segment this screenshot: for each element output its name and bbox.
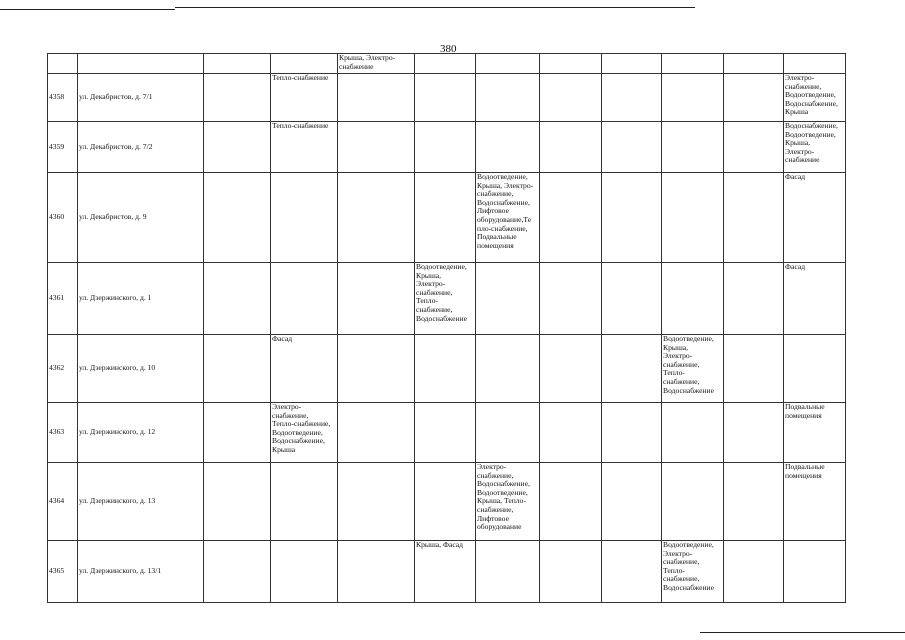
row-number: 4363	[48, 403, 78, 463]
table-cell	[724, 403, 784, 463]
row-address: ул. Декабристов, д. 7/2	[78, 122, 204, 173]
table-cell	[540, 173, 602, 263]
table-cell	[271, 541, 338, 603]
table-cell	[602, 335, 662, 403]
table-cell: Тепло-снабжение	[271, 74, 338, 122]
table-cell	[476, 74, 540, 122]
table-cell: Водоотведение, Электро- снабжение, Тепло- снабжение, Водоснабжение	[662, 541, 724, 603]
table-cell	[204, 463, 271, 541]
table-cell	[784, 335, 846, 403]
table-cell	[662, 173, 724, 263]
table-cell	[602, 173, 662, 263]
register-table	[47, 53, 846, 603]
table-row	[48, 122, 846, 173]
row-address: ул. Дзержинского, д. 13	[78, 463, 204, 541]
table-cell	[476, 403, 540, 463]
table-cell: Электро- снабжение, Тепло-снабжение, Водоотведение, Водоснабжение, Крыша	[271, 403, 338, 463]
table-cell	[662, 463, 724, 541]
table-cell	[724, 122, 784, 173]
table-cell	[724, 173, 784, 263]
table-cell	[540, 403, 602, 463]
table-cell	[415, 173, 476, 263]
row-number: 4358	[48, 74, 78, 122]
bottom-scan-line	[700, 632, 905, 633]
table-row	[48, 403, 846, 463]
table-cell	[476, 335, 540, 403]
table-row	[48, 463, 846, 541]
table-cell	[602, 403, 662, 463]
table-cell	[476, 263, 540, 335]
table-cell	[415, 335, 476, 403]
table-cell	[724, 541, 784, 603]
table-cell	[476, 122, 540, 173]
row-number: 4364	[48, 463, 78, 541]
table-cell	[338, 463, 415, 541]
row-address: ул. Дзержинского, д. 13/1	[78, 541, 204, 603]
table-cell	[540, 335, 602, 403]
table-cell	[338, 541, 415, 603]
table-row	[48, 263, 846, 335]
row-number: 4360	[48, 173, 78, 263]
table-cell	[724, 263, 784, 335]
table-row	[48, 541, 846, 603]
table-cell: Фасад	[784, 263, 846, 335]
table-cell: Подвальные помещения	[784, 403, 846, 463]
table-cell	[724, 74, 784, 122]
table-cell	[602, 74, 662, 122]
table-cell	[540, 122, 602, 173]
table-cell	[476, 541, 540, 603]
table-cell	[415, 463, 476, 541]
table-row	[48, 74, 846, 122]
table-cell: Подвальные помещения	[784, 463, 846, 541]
table-row	[48, 54, 846, 74]
table-cell	[784, 541, 846, 603]
table-cell	[204, 173, 271, 263]
table-cell	[338, 263, 415, 335]
row-number: 4362	[48, 335, 78, 403]
table-cell: Крыша, Электро- снабжение	[338, 54, 415, 74]
table-cell	[662, 263, 724, 335]
table-cell	[540, 541, 602, 603]
table-cell: Водоотведение, Крыша, Электро- снабжение, Водоснабжение, Лифтовое оборудование,Те пло-снабжение, Подвальные помещения	[476, 173, 540, 263]
table-cell	[602, 263, 662, 335]
table-row	[48, 335, 846, 403]
table-cell: Водоснабжение, Водоотведение, Крыша, Электро- снабжение	[784, 122, 846, 173]
table-cell: Водоотведение, Крыша, Электро- снабжение, Тепло- снабжение, Водоснабжение	[662, 335, 724, 403]
table-cell	[540, 463, 602, 541]
table-cell	[415, 122, 476, 173]
table-cell: Фасад	[271, 335, 338, 403]
table-cell	[540, 74, 602, 122]
table-cell	[338, 335, 415, 403]
table-cell	[338, 122, 415, 173]
table-cell	[724, 463, 784, 541]
table-cell: Электро- снабжение, Водоотведение, Водоснабжение, Крыша	[784, 74, 846, 122]
table-cell: Тепло-снабжение	[271, 122, 338, 173]
table-cell: Крыша, Фасад	[415, 541, 476, 603]
table-cell: Фасад	[784, 173, 846, 263]
table-cell	[602, 122, 662, 173]
table-cell	[204, 74, 271, 122]
table-cell	[338, 403, 415, 463]
table-cell	[415, 74, 476, 122]
table-row	[48, 173, 846, 263]
table-cell	[271, 463, 338, 541]
table-cell	[724, 335, 784, 403]
table-cell: Водоотведение, Крыша, Электро- снабжение, Тепло- снабжение, Водоснабжение	[415, 263, 476, 335]
row-address: ул. Дзержинского, д. 10	[78, 335, 204, 403]
row-address: ул. Декабристов, д. 9	[78, 173, 204, 263]
row-number: 4361	[48, 263, 78, 335]
table-cell	[540, 263, 602, 335]
table-cell	[204, 263, 271, 335]
row-number: 4365	[48, 541, 78, 603]
top-scan-line	[0, 9, 175, 10]
row-address: ул. Декабристов, д. 7/1	[78, 74, 204, 122]
table-cell	[602, 463, 662, 541]
table-cell	[662, 122, 724, 173]
table-cell	[662, 403, 724, 463]
table-cell	[338, 74, 415, 122]
row-address: ул. Дзержинского, д. 12	[78, 403, 204, 463]
table-cell	[338, 173, 415, 263]
table-cell	[271, 173, 338, 263]
page-number: 380	[440, 43, 457, 55]
row-address: ул. Дзержинского, д. 1	[78, 263, 204, 335]
table-cell	[271, 263, 338, 335]
table-cell	[204, 335, 271, 403]
table-cell	[415, 403, 476, 463]
table-cell	[602, 541, 662, 603]
table-cell	[662, 74, 724, 122]
top-scan-line	[175, 7, 695, 8]
row-number: 4359	[48, 122, 78, 173]
table-cell	[204, 541, 271, 603]
table-cell	[204, 122, 271, 173]
table-cell: Электро- снабжение, Водоснабжение, Водоотведение, Крыша, Тепло- снабжение, Лифтовое оборудование	[476, 463, 540, 541]
table-cell	[204, 403, 271, 463]
